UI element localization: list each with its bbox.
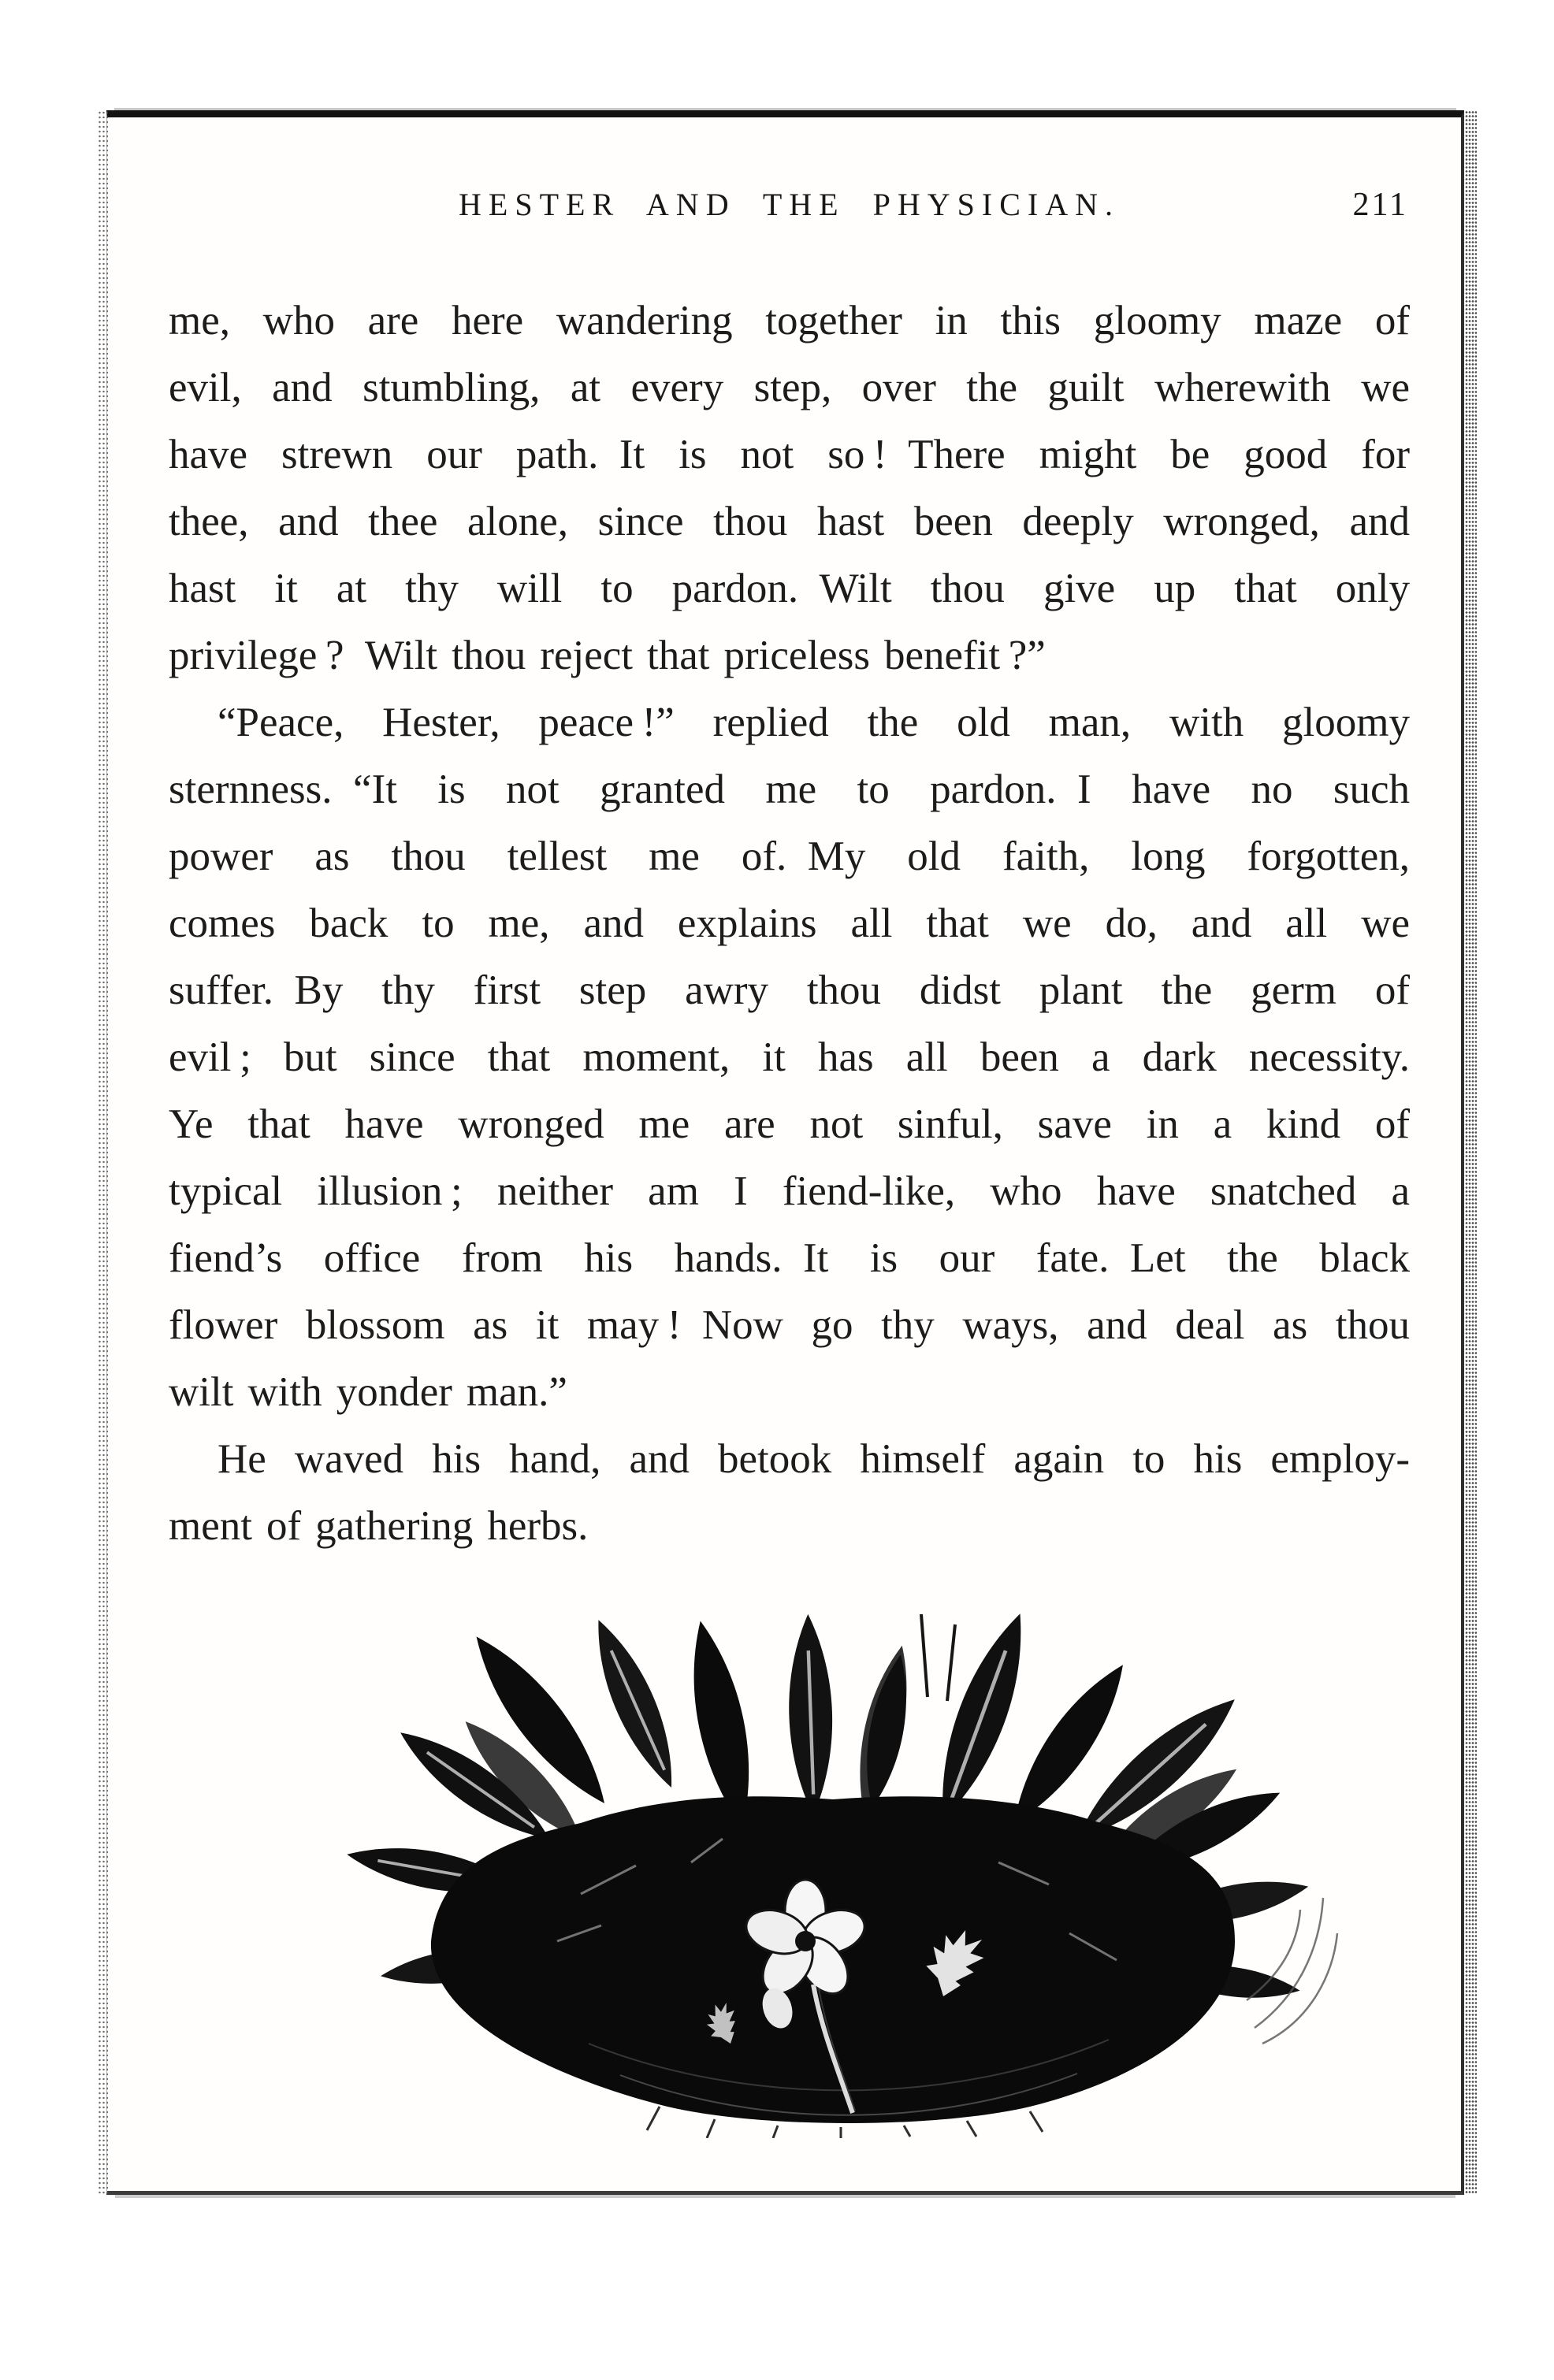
text-line: fiend’s office from his hands. It is our fate. Let the black	[169, 1235, 1410, 1281]
text-line: privilege ? Wilt thou reject that priceless benefit ?”	[169, 633, 1046, 678]
page-title: HESTER AND THE PHYSICIAN.	[459, 187, 1120, 222]
text-line: me, who are here wandering together in this gloomy maze of	[169, 298, 1410, 343]
text-line: have strewn our path. It is not so ! There might be good for	[169, 432, 1410, 477]
page-number: 211	[1352, 187, 1408, 223]
text-line: hast it at thy will to pardon. Wilt thou give up that only	[169, 566, 1410, 611]
book-page	[106, 110, 1464, 2195]
running-head	[169, 182, 1410, 228]
herbs-engraving-illustration	[169, 1602, 1410, 2138]
text-line: flower blossom as it may ! Now go thy ways, and deal as thou	[169, 1302, 1410, 1348]
herbs-engraving-vignette	[321, 1602, 1345, 2138]
text-line: suffer. By thy first step awry thou didst plant the germ of	[169, 967, 1410, 1013]
text-line: Ye that have wronged me are not sinful, save in a kind of	[169, 1101, 1410, 1147]
text-line: He waved his hand, and betook himself again to his employ-	[217, 1436, 1410, 1482]
text-line: thee, and thee alone, since thou hast been deeply wronged, and	[169, 499, 1410, 544]
text-line: sternness. “It is not granted me to pardon. I have no such	[169, 767, 1410, 812]
text-line: ment of gathering herbs.	[169, 1503, 589, 1549]
text-line: evil, and stumbling, at every step, over the guilt wherewith we	[169, 365, 1410, 410]
text-line: wilt with yonder man.”	[169, 1369, 567, 1415]
text-line: comes back to me, and explains all that we do, and all we	[169, 900, 1410, 946]
text-line: “Peace, Hester, peace !” replied the old man, with gloomy	[217, 700, 1410, 745]
text-line: power as thou tellest me of. My old faith, long forgotten,	[169, 834, 1410, 879]
text-line: evil ; but since that moment, it has all been a dark necessity.	[169, 1034, 1410, 1080]
text-line: typical illusion ; neither am I fiend-like, who have snatched a	[169, 1168, 1410, 1214]
body-text	[169, 288, 1410, 1560]
